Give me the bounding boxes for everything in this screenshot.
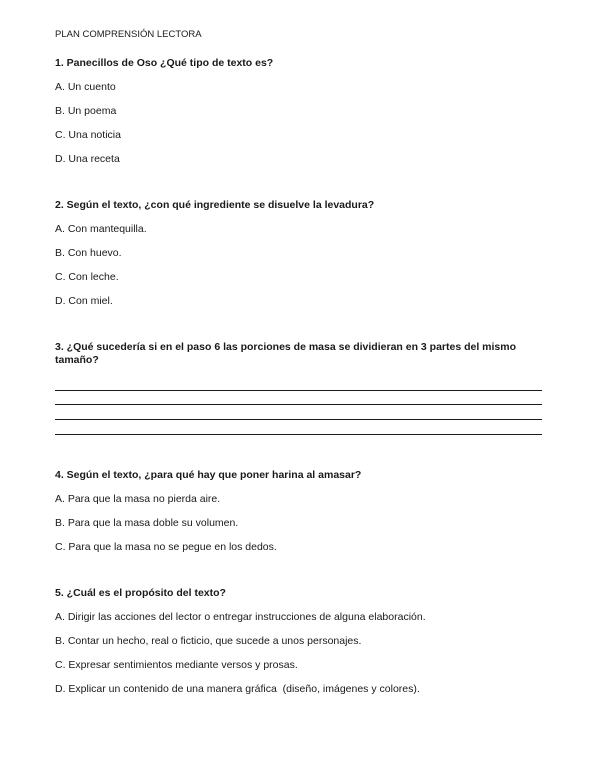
- question-2-option-b: B. Con huevo.: [55, 247, 122, 259]
- question-5-option-d: D. Explicar un contenido de una manera gráfica (diseño, imágenes y colores).: [55, 683, 420, 695]
- answer-line[interactable]: [55, 434, 542, 435]
- question-1-option-c: C. Una noticia: [55, 129, 121, 141]
- answer-line[interactable]: [55, 404, 542, 405]
- answer-line[interactable]: [55, 419, 542, 420]
- question-4-option-c: C. Para que la masa no se pegue en los dedos.: [55, 541, 277, 553]
- question-1-title: 1. Panecillos de Oso ¿Qué tipo de texto es?: [55, 57, 274, 69]
- answer-line[interactable]: [55, 390, 542, 391]
- worksheet-header: PLAN COMPRENSIÓN LECTORA: [55, 29, 202, 40]
- question-2-option-d: D. Con miel.: [55, 295, 113, 307]
- question-2-option-a: A. Con mantequilla.: [55, 223, 147, 235]
- question-5-option-c: C. Expresar sentimientos mediante versos y prosas.: [55, 659, 298, 671]
- question-1-option-b: B. Un poema: [55, 105, 117, 117]
- question-4-option-b: B. Para que la masa doble su volumen.: [55, 517, 239, 529]
- question-4-title: 4. Según el texto, ¿para qué hay que poner harina al amasar?: [55, 469, 362, 481]
- question-2-title: 2. Según el texto, ¿con qué ingrediente se disuelve la levadura?: [55, 199, 375, 211]
- question-1-option-d: D. Una receta: [55, 153, 120, 165]
- question-3-title: 3. ¿Qué sucedería si en el paso 6 las porciones de masa se dividieran en 3 partes del mismo tamaño?: [55, 341, 517, 366]
- question-5-option-b: B. Contar un hecho, real o ficticio, que sucede a unos personajes.: [55, 635, 362, 647]
- question-2-option-c: C. Con leche.: [55, 271, 119, 283]
- question-1-option-a: A. Un cuento: [55, 81, 116, 93]
- question-4-option-a: A. Para que la masa no pierda aire.: [55, 493, 221, 505]
- question-5-title: 5. ¿Cuál es el propósito del texto?: [55, 587, 226, 599]
- question-5-option-a: A. Dirigir las acciones del lector o entregar instrucciones de alguna elaboración.: [55, 611, 426, 623]
